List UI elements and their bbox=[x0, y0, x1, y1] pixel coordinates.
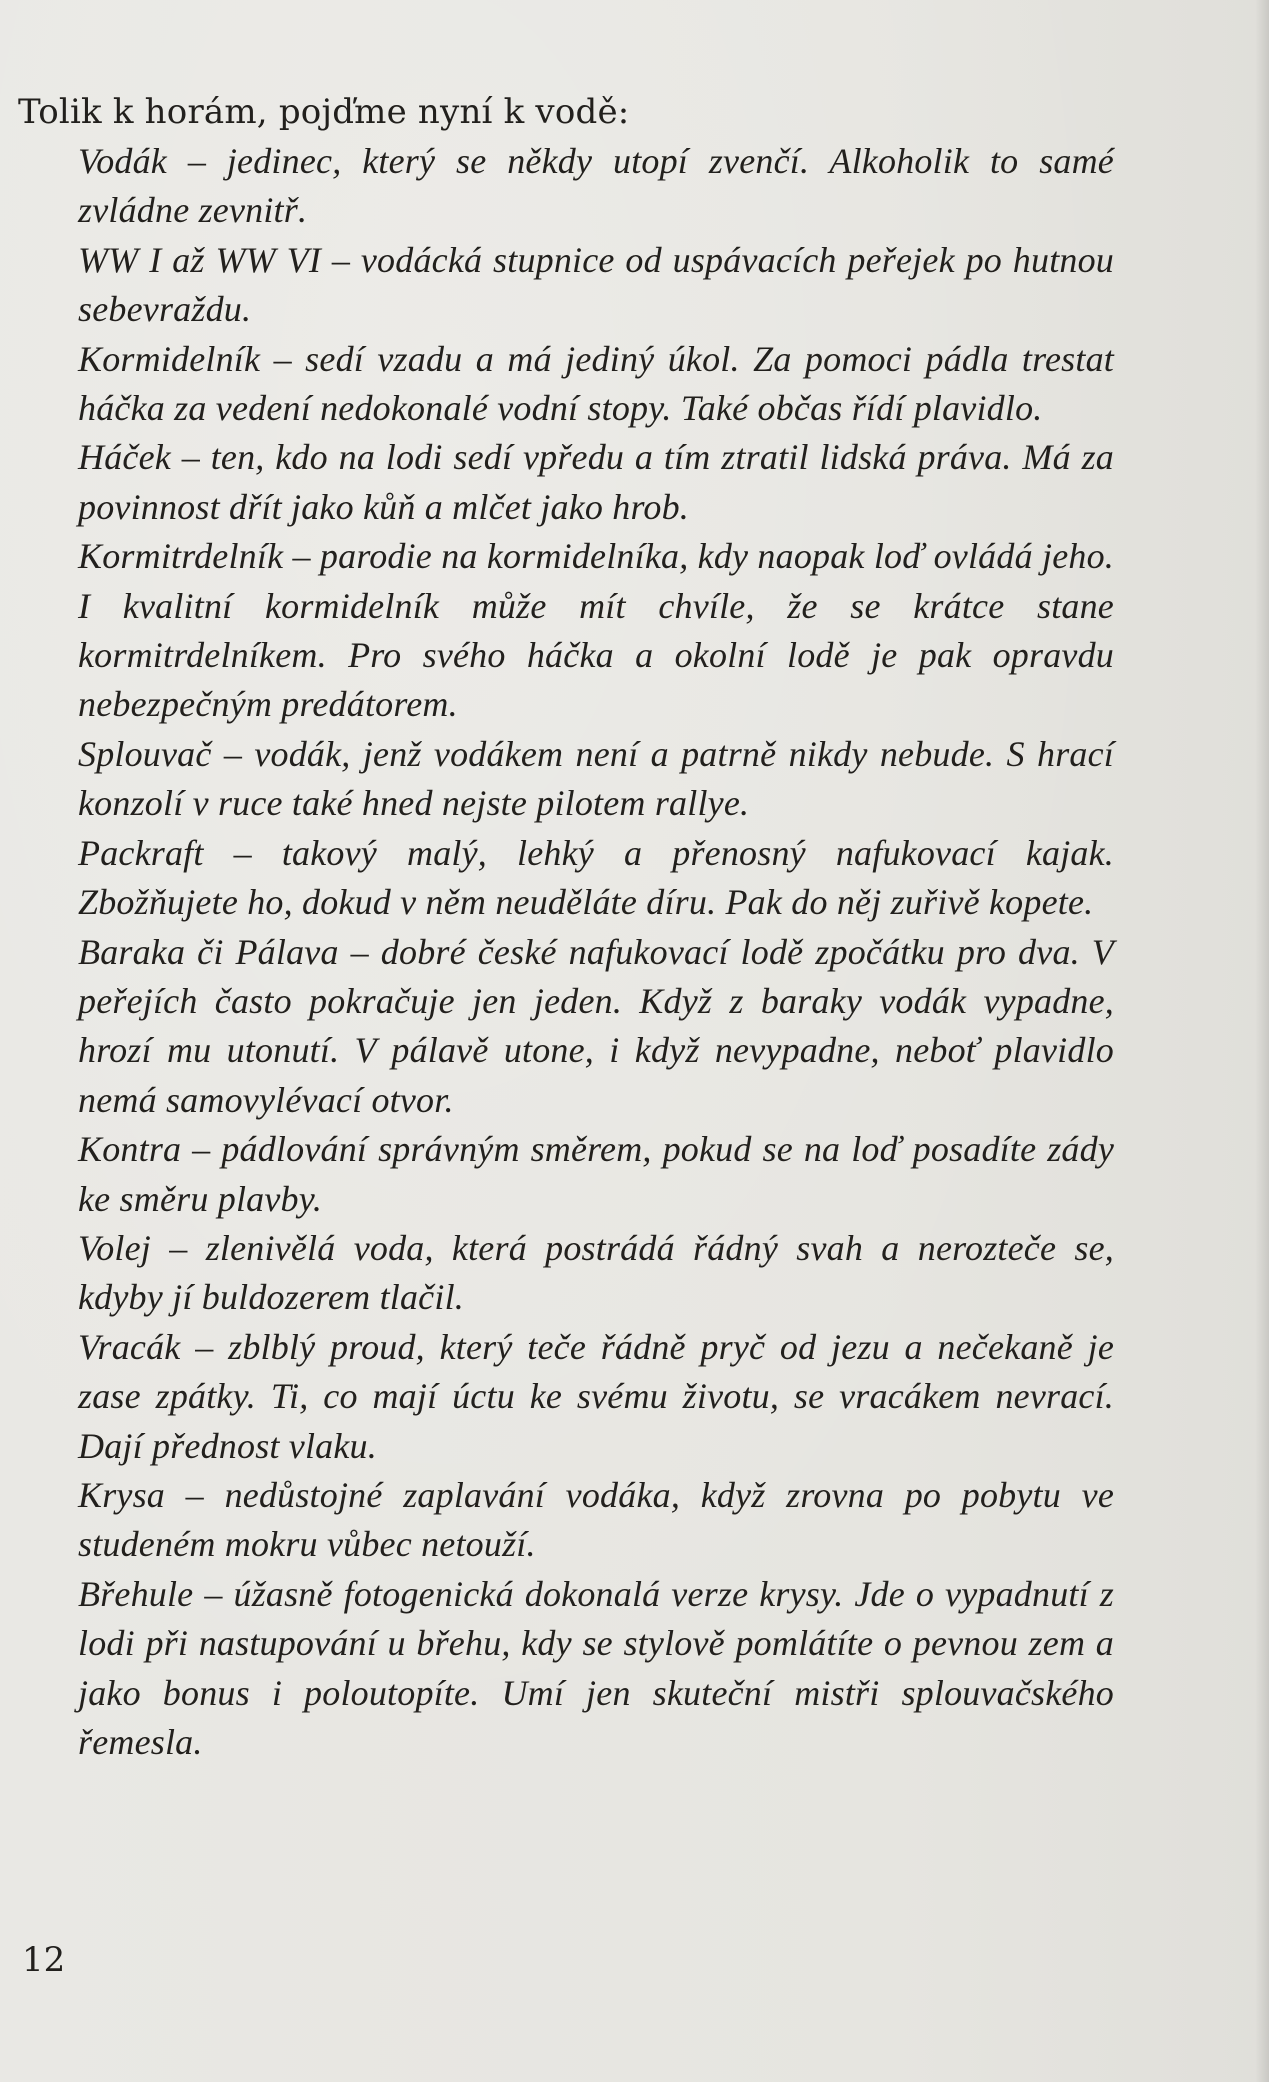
glossary-entry-text: Volej – zlenivělá voda, která postrádá řádný svah a nerozteče se, kdyby jí buldozerem tlačil. bbox=[78, 1227, 1114, 1318]
glossary-entry-text: Packraft – takový malý, lehký a přenosný nafukovací kajak. Zbožňujete ho, dokud v něm neuděláte díru. Pak do něj zuřivě kopete. bbox=[78, 832, 1114, 923]
glossary-entry-brehule bbox=[78, 1570, 1114, 1768]
glossary-entry-volej bbox=[78, 1224, 1114, 1323]
glossary-entry-text: Vodák – jedinec, který se někdy utopí zvenčí. Alkoholik to samé zvládne zevnitř. bbox=[78, 141, 1114, 231]
intro-line: Tolik k horám, pojďme nyní k vodě: bbox=[18, 92, 630, 132]
glossary-entry-splouvac bbox=[78, 730, 1114, 829]
glossary-entry-vodak bbox=[78, 137, 1114, 236]
glossary-entry-packraft bbox=[78, 829, 1114, 928]
glossary-entry-krysa bbox=[78, 1471, 1114, 1570]
glossary-entry-text: Kormitrdelník – parodie na kormidelníka, kdy naopak loď ovládá jeho. I kvalitní kormidelník může mít chvíle, že se krátce stane kormitrdelníkem. Pro svého háčka a okolní lodě je pak opravdu nebezpečným predátorem. bbox=[78, 536, 1114, 725]
glossary-entry-text: WW I až WW VI – vodácká stupnice od uspávacích peřejek po hutnou sebevraždu. bbox=[78, 239, 1114, 330]
glossary-list bbox=[78, 137, 1114, 1767]
glossary-entry-ww-scale bbox=[78, 236, 1114, 335]
glossary-entry-kontra bbox=[78, 1125, 1114, 1224]
glossary-entry-text: Kormidelník – sedí vzadu a má jediný úkol. Za pomoci pádla trestat háčka za vedení nedokonalé vodní stopy. Také občas řídí plavidlo. bbox=[78, 338, 1114, 429]
glossary-entry-text: Břehule – úžasně fotogenická dokonalá verze krysy. Jde o vypadnutí z lodi při nastupování u břehu, kdy se stylově pomlátíte o pevnou zem a jako bonus i poloutopíte. Umí jen skuteční mistři splouvačského řemesla. bbox=[78, 1573, 1114, 1762]
glossary-entry-vracak bbox=[78, 1323, 1114, 1471]
glossary-entry-baraka-palava bbox=[78, 928, 1114, 1126]
glossary-entry-kormidelnik bbox=[78, 335, 1114, 434]
glossary-entry-hacek bbox=[78, 433, 1114, 532]
glossary-entry-kormitrdelnik bbox=[78, 532, 1114, 730]
glossary-entry-text: Vracák – zblblý proud, který teče řádně pryč od jezu a nečekaně je zase zpátky. Ti, co mají úctu ke svému životu, se vracákem nevrací. Dají přednost vlaku. bbox=[78, 1326, 1114, 1466]
glossary-entry-text: Kontra – pádlování správným směrem, pokud se na loď posadíte zády ke směru plavby. bbox=[78, 1129, 1114, 1219]
page-number: 12 bbox=[22, 1940, 66, 1980]
glossary-entry-text: Krysa – nedůstojné zaplavání vodáka, když zrovna po pobytu ve studeném mokru vůbec netouží. bbox=[78, 1474, 1114, 1565]
page-edge-shadow bbox=[1255, 0, 1269, 2082]
glossary-entry-text: Háček – ten, kdo na lodi sedí vpředu a tím ztratil lidská práva. Má za povinnost dřít jako kůň a mlčet jako hrob. bbox=[78, 437, 1114, 527]
glossary-entry-text: Splouvač – vodák, jenž vodákem není a patrně nikdy nebude. S hrací konzolí v ruce také hned nejste pilotem rallye. bbox=[78, 733, 1114, 824]
glossary-entry-text: Baraka či Pálava – dobré české nafukovací lodě zpočátku pro dva. V peřejích často pokračuje jen jeden. Když z baraky vodák vypadne, hrozí mu utonutí. V pálavě utone, i když nevypadne, neboť plavidlo nemá samovylévací otvor. bbox=[78, 931, 1114, 1120]
